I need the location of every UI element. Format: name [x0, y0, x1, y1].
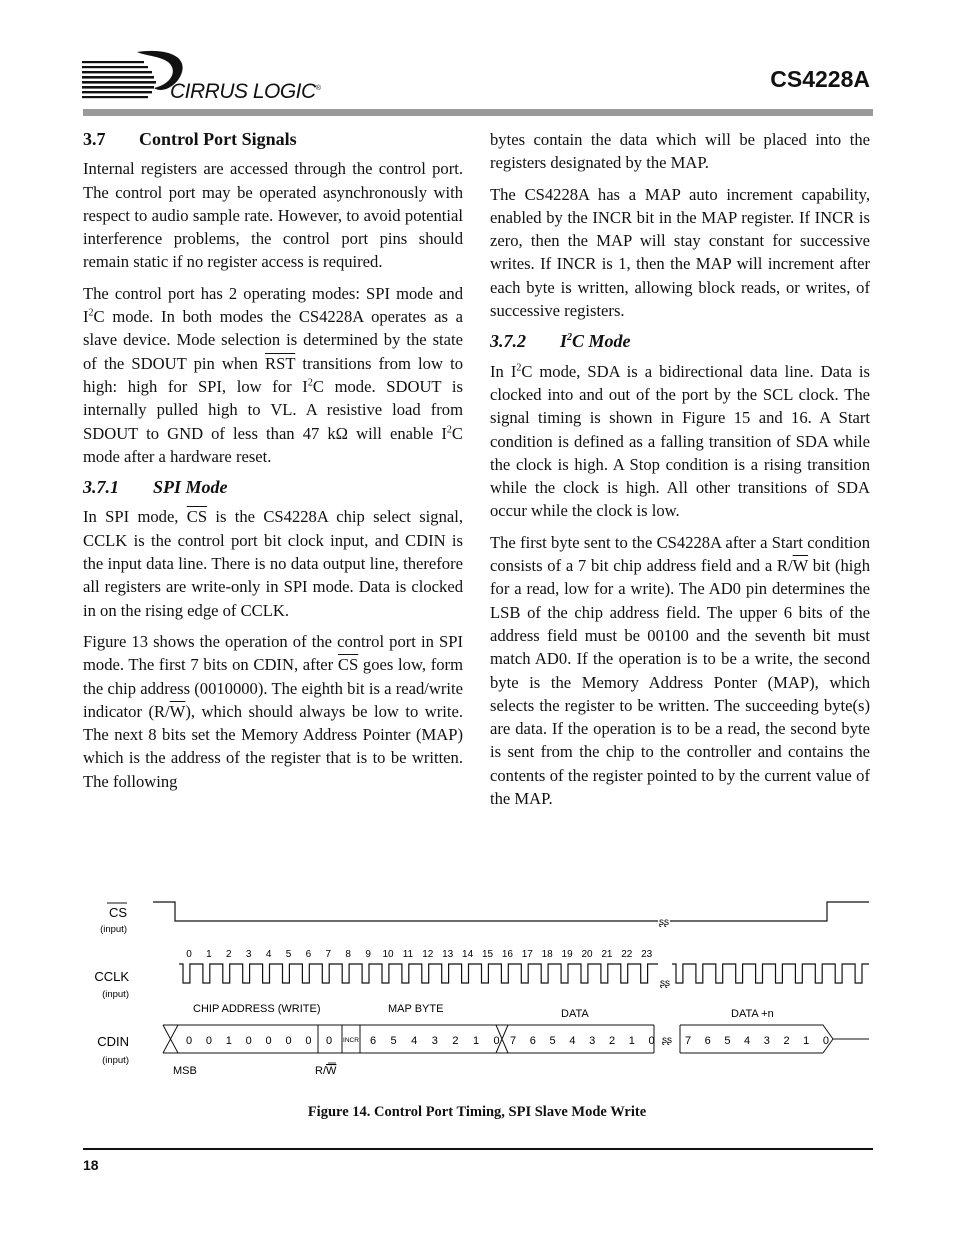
cdin-break-icon: ʂʂ: [662, 1035, 672, 1046]
cclk-signal-label: CCLK: [94, 969, 129, 984]
clock-number: 4: [265, 949, 272, 960]
msb-label: MSB: [173, 1065, 197, 1077]
cdin-bit: 2: [783, 1035, 790, 1047]
clock-number: 5: [285, 949, 292, 960]
cdin-bit: 1: [225, 1035, 232, 1047]
rw-label: R/W: [315, 1065, 337, 1077]
clock-number: 7: [325, 949, 332, 960]
cs-input-note: (input): [100, 924, 127, 935]
cdin-bit: 0: [648, 1035, 655, 1047]
clock-number: 6: [305, 949, 312, 960]
cdin-signal-label: CDIN: [97, 1034, 129, 1049]
cclk-break-icon: ʂʂ: [660, 978, 670, 989]
right-column: [490, 128, 870, 818]
cdin-bit: 0: [822, 1035, 829, 1047]
section-heading-3-7-2: 3.7.2 $I^2C$ Mode: [490, 331, 631, 352]
clock-number: 17: [521, 949, 533, 960]
cdin-bit: 3: [763, 1035, 770, 1047]
cdin-bit: 5: [390, 1035, 397, 1047]
cdin-bit: 2: [452, 1035, 459, 1047]
clock-number: 12: [422, 949, 434, 960]
left-column: [83, 128, 463, 801]
cdin-bit: 3: [431, 1035, 438, 1047]
data-n-label: DATA +n: [731, 1008, 774, 1020]
clock-number: 16: [501, 949, 513, 960]
cdin-bit: 0: [245, 1035, 252, 1047]
clock-number: 21: [601, 949, 613, 960]
cdin-bit-values: [186, 1035, 829, 1047]
incr-bit-label: INCR: [343, 1037, 359, 1044]
cdin-bit: 0: [185, 1035, 193, 1047]
paragraph-first-byte: The first byte sent to the CS4228A after a Start condition consists of a 7 bit chip address field and a $R/\overline{W}$ bit (high for a read, low for a write). The AD0 pin determines the LSB of the chip address field. The upper 6 bits of the address field must be 00100 and the seventh bit must match AD0. If the operation is to be a write, the second byte is the Memory Address Ponter (MAP), which selects the register to be written. The succeeding byte(s) are data. If the operation is to be a read, the second byte is sent from the chip to the controller and contains the contents of the register pointed to by the current value of the MAP.: [490, 532, 870, 809]
paragraph-operating-modes: The control port has 2 operating modes: SPI mode and $I^2C$ mode. In both modes the CS4228A operates as a slave device. Mode selection is determined by the state of the SDOUT pin when $\overline{RST}$ transitions from low to high: high for SPI, low for $I^2C$ mode. SDOUT is internally pulled high to VL. A resistive load from SDOUT to GND of less than 47 kΩ will enable $I^2C$ mode after a hardware reset.: [83, 283, 464, 466]
header-divider: [83, 109, 873, 116]
map-byte-label: MAP BYTE: [388, 1003, 444, 1015]
cdin-bit: 5: [724, 1035, 731, 1047]
cdin-bit: 0: [265, 1035, 272, 1047]
clock-number: 10: [382, 949, 394, 960]
clock-number: 9: [365, 949, 371, 960]
brand-name: CIRRUS LOGIC®: [170, 80, 321, 103]
paragraph-map-auto-increment: The CS4228A has a MAP auto increment capability, enabled by the INCR bit in the MAP register. If INCR is zero, then the MAP will stay constant for successive writes. If INCR is 1, then the MAP will increment after each byte is written, allowing block reads, or writes, of successive registers.: [490, 184, 870, 321]
cdin-bit: 0: [493, 1035, 500, 1047]
cdin-bit: 0: [325, 1035, 333, 1047]
cclk-input-note: (input): [102, 989, 129, 1000]
cdin-bit: 0: [205, 1035, 212, 1047]
cs-signal-label: CS: [108, 905, 127, 920]
section-heading-3-7: 3.7 Control Port Signals: [83, 129, 297, 149]
document-id: CS4228A: [770, 66, 870, 92]
clock-number: 18: [541, 949, 553, 960]
cdin-bit: 4: [411, 1035, 418, 1047]
cdin-bit: 6: [369, 1035, 377, 1047]
footer-divider: [83, 1148, 873, 1150]
cdin-bit: 6: [529, 1035, 536, 1047]
paragraph-spi-mode: In SPI mode, $\overline{CS}$ is the CS4228A chip select signal, CCLK is the control port bit clock input, and CDIN is the input data line. There is no data output line, therefore all registers are write-only in SPI mode. Data is clocked in on the rising edge of CCLK.: [83, 507, 463, 620]
clock-number: 8: [345, 949, 351, 960]
cdin-bit: 1: [472, 1035, 480, 1047]
paragraph-figure-13: Figure 13 shows the operation of the control port in SPI mode. The first 7 bits on CDIN, after $\overline{CS}$ goes low, form the chip address (0010000). The eighth bit is a read/write indicator $(R/\overline{W})$, which should always be low to write. The next 8 bits set the Memory Address Pointer (MAP) which is the address of the register that is to be written. The following: [83, 631, 463, 791]
paragraph-bytes-data: bytes contain the data which will be placed into the registers designated by the MAP.: [490, 130, 870, 173]
cs-waveform: [153, 902, 869, 921]
section-heading-3-7-1: 3.7.1 SPI Mode: [83, 477, 228, 498]
cdin-bit: 4: [744, 1035, 751, 1047]
cdin-bit: 5: [549, 1035, 556, 1047]
clock-number: 15: [481, 949, 494, 960]
chip-address-label: CHIP ADDRESS (WRITE): [193, 1003, 321, 1015]
clock-number: 11: [402, 949, 414, 960]
clock-number: 1: [206, 949, 212, 960]
clock-number: 22: [621, 949, 633, 960]
clock-number: 20: [581, 949, 593, 960]
page-number: 18: [83, 1157, 99, 1173]
cdin-input-note: (input): [102, 1055, 129, 1066]
figure-caption: Figure 14. Control Port Timing, SPI Slave Mode Write: [307, 1104, 647, 1120]
clock-number: 19: [561, 949, 573, 960]
cdin-bit: 0: [305, 1035, 312, 1047]
spi-timing-diagram: [83, 885, 873, 1100]
paragraph-control-port-intro: Internal registers are accessed through the control port. The control port may be operated asynchronously with respect to audio sample rate. However, to avoid potential interference problems, the control port pins should remain static if no register access is required.: [83, 159, 463, 272]
cs-break-icon: ʂʂ: [659, 917, 669, 928]
clock-number: 3: [245, 949, 252, 960]
cdin-bit: 1: [803, 1035, 810, 1047]
cdin-bit: 3: [589, 1035, 596, 1047]
clock-number: 14: [462, 949, 474, 960]
cclk-waveform: [179, 964, 869, 983]
data-label: DATA: [561, 1008, 589, 1020]
clock-number-row: [186, 949, 652, 960]
clock-number: 23: [641, 949, 653, 960]
cdin-bit: 1: [628, 1035, 635, 1047]
clock-number: 2: [226, 949, 232, 960]
cdin-bit: 4: [569, 1035, 576, 1047]
cdin-bit: 0: [285, 1035, 292, 1047]
cdin-bit: 7: [509, 1035, 517, 1047]
clock-number: 0: [186, 949, 192, 960]
cdin-bit: 6: [704, 1035, 711, 1047]
cdin-bit: 2: [608, 1035, 616, 1047]
clock-number: 13: [442, 949, 454, 960]
cdin-bit: 7: [684, 1035, 692, 1047]
paragraph-i2c-mode: In $I^2C$ mode, SDA is a bidirectional data line. Data is clocked into and out of the port by the SCL clock. The signal timing is shown in Figure 15 and 16. A Start condition is defined as a falling transition of SDA while the clock is high. A Stop condition is a rising transition while the clock is high. All other transitions of SDA occur while the clock is low.: [490, 361, 870, 521]
